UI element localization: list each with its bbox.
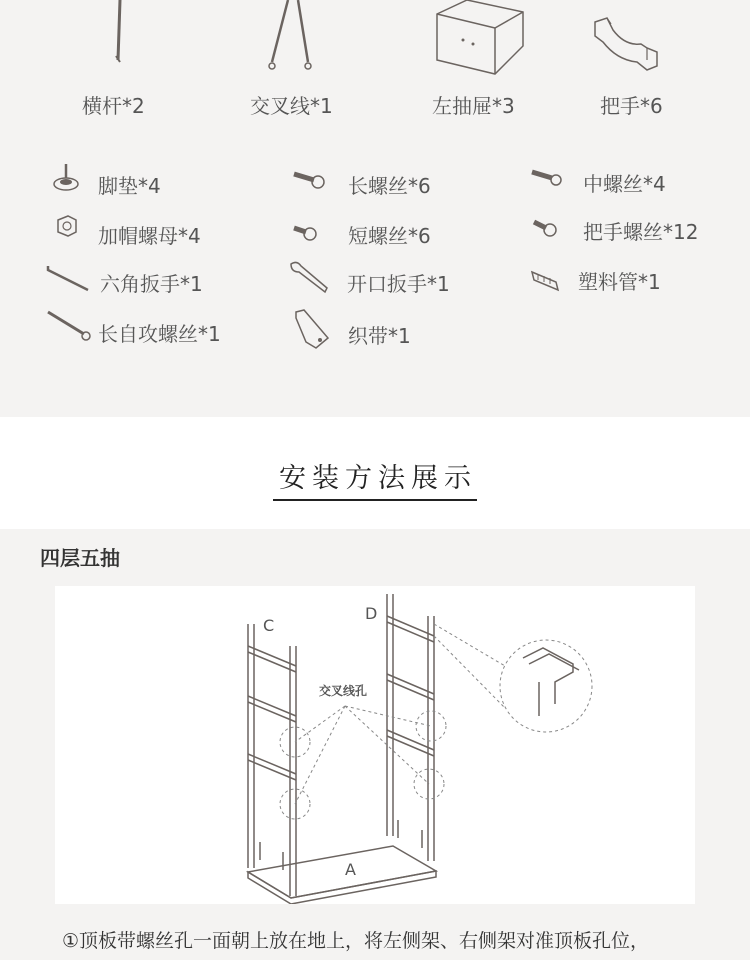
part-handle (585, 0, 675, 120)
self-tapping-screw-icon (44, 308, 94, 344)
frame-label-d: D (365, 604, 378, 623)
part-label: 把手螺丝*12 (583, 220, 699, 244)
callout-label: 交叉线孔 (319, 684, 368, 698)
drawer-icon (425, 0, 535, 80)
part-label: 交叉线*1 (250, 94, 333, 118)
part-label: 开口扳手*1 (347, 272, 450, 296)
part-label: 把手*6 (600, 94, 663, 118)
rod-icon (70, 0, 170, 70)
foot-pad-icon (48, 160, 84, 196)
long-screw-icon (290, 160, 330, 200)
strap-icon (292, 308, 338, 358)
section-title-text: 安装方法展示 (273, 456, 477, 501)
hex-key-icon (44, 262, 94, 296)
base-label-a: A (345, 860, 356, 879)
part-label: 加帽螺母*4 (98, 224, 201, 248)
parts-panel (0, 0, 750, 417)
part-label: 长螺丝*6 (348, 174, 431, 198)
part-label: 中螺丝*4 (583, 172, 666, 196)
part-label: 六角扳手*1 (100, 272, 203, 296)
cap-nut-icon (52, 212, 82, 242)
part-label: 塑料管*1 (578, 270, 661, 294)
handle-screw-icon (530, 212, 564, 246)
part-cross-wire (240, 0, 350, 120)
frame-label-c: C (263, 616, 275, 635)
part-label: 长自攻螺丝*1 (98, 322, 221, 346)
assembly-diagram (55, 586, 695, 904)
part-label: 左抽屉*3 (432, 94, 515, 118)
section-title (0, 456, 750, 501)
open-wrench-icon (287, 258, 333, 298)
part-label: 短螺丝*6 (348, 224, 431, 248)
cross-wire-icon (240, 0, 350, 75)
assembly-illustration (55, 586, 695, 904)
short-screw-icon (290, 214, 324, 248)
plastic-anchor-icon (528, 264, 568, 298)
medium-screw-icon (528, 160, 568, 200)
handle-icon (585, 0, 675, 80)
step-1-text: ①顶板带螺丝孔一面朝上放在地上，将左侧架、右侧架对准顶板孔位， (62, 930, 650, 952)
part-label: 横杆*2 (82, 94, 145, 118)
part-label: 脚垫*4 (98, 174, 161, 198)
part-drawer (425, 0, 535, 120)
subsection-title: 四层五抽 (40, 546, 120, 570)
part-label: 织带*1 (348, 324, 411, 348)
part-rod (70, 0, 170, 120)
